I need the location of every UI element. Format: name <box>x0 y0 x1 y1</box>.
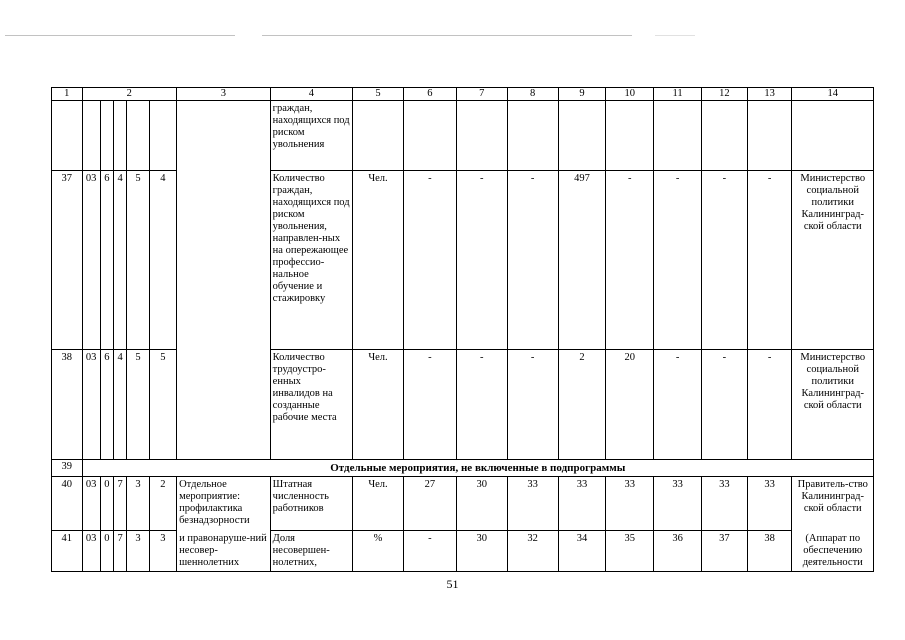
code-cell: 0 <box>100 531 113 572</box>
row-number-cell: 38 <box>52 350 83 460</box>
header-cell: 2 <box>82 88 177 101</box>
code-cell: 03 <box>82 350 100 460</box>
header-cell: 4 <box>270 88 352 101</box>
indicators-table <box>51 87 874 572</box>
responsible-cell: Правитель-ство Калининград-ской области <box>792 477 874 531</box>
table-row <box>52 350 874 460</box>
value-cell: 37 <box>701 531 747 572</box>
code-cell: 2 <box>149 477 176 531</box>
value-cell <box>701 101 747 171</box>
header-cell: 7 <box>456 88 507 101</box>
table-row <box>52 171 874 350</box>
value-cell: - <box>507 350 558 460</box>
responsible-cell: (Аппарат по обеспечению деятельности <box>792 531 874 572</box>
code-cell <box>114 101 127 171</box>
code-cell: 03 <box>82 531 100 572</box>
value-cell: 20 <box>606 350 654 460</box>
value-cell: - <box>654 350 702 460</box>
value-cell <box>747 101 792 171</box>
value-cell: 38 <box>747 531 792 572</box>
value-cell: 33 <box>606 477 654 531</box>
table-row <box>52 531 874 572</box>
value-cell: - <box>403 531 456 572</box>
code-cell: 7 <box>114 531 127 572</box>
value-cell: 33 <box>654 477 702 531</box>
row-number-cell: 39 <box>52 460 83 477</box>
value-cell <box>403 101 456 171</box>
value-cell: 33 <box>507 477 558 531</box>
code-cell: 6 <box>100 171 113 350</box>
code-cell <box>100 101 113 171</box>
table-row <box>52 101 874 171</box>
value-cell: - <box>507 171 558 350</box>
value-cell: - <box>701 171 747 350</box>
header-cell: 5 <box>353 88 404 101</box>
value-cell: 32 <box>507 531 558 572</box>
code-cell: 3 <box>127 477 149 531</box>
responsible-cell <box>792 101 874 171</box>
value-cell <box>558 101 606 171</box>
code-cell <box>127 101 149 171</box>
header-cell: 13 <box>747 88 792 101</box>
measure-cell: Отдельное мероприятие: профилактика безнадзорности <box>177 477 271 531</box>
code-cell: 5 <box>127 350 149 460</box>
scan-artifact-line <box>5 35 235 36</box>
header-cell: 1 <box>52 88 83 101</box>
code-cell: 3 <box>127 531 149 572</box>
measure-cell: и правонаруше-ний несовер-шеннолетних <box>177 531 271 572</box>
code-cell: 3 <box>149 531 176 572</box>
value-cell: 30 <box>456 477 507 531</box>
value-cell: 2 <box>558 350 606 460</box>
unit-cell: % <box>353 531 404 572</box>
value-cell: - <box>701 350 747 460</box>
value-cell: - <box>403 350 456 460</box>
value-cell: - <box>747 171 792 350</box>
unit-cell <box>353 101 404 171</box>
code-cell <box>82 101 100 171</box>
value-cell: - <box>747 350 792 460</box>
header-cell: 11 <box>654 88 702 101</box>
row-number-cell: 40 <box>52 477 83 531</box>
header-cell: 3 <box>177 88 271 101</box>
code-cell: 0 <box>100 477 113 531</box>
page-number: 51 <box>446 577 459 591</box>
measure-cell <box>177 101 271 460</box>
section-row <box>52 460 874 477</box>
value-cell: 33 <box>558 477 606 531</box>
value-cell: 497 <box>558 171 606 350</box>
unit-cell: Чел. <box>353 350 404 460</box>
section-title: Отдельные мероприятия, не включенные в подпрограммы <box>82 460 873 477</box>
code-cell: 4 <box>114 171 127 350</box>
header-cell: 12 <box>701 88 747 101</box>
header-row <box>52 88 874 101</box>
value-cell <box>456 101 507 171</box>
value-cell: - <box>606 171 654 350</box>
table-row <box>52 477 874 531</box>
scan-artifact-line <box>655 35 695 36</box>
code-cell: 5 <box>127 171 149 350</box>
value-cell: 34 <box>558 531 606 572</box>
value-cell <box>606 101 654 171</box>
header-cell: 10 <box>606 88 654 101</box>
value-cell: - <box>456 171 507 350</box>
value-cell: - <box>403 171 456 350</box>
indicator-text: Количество граждан, находящихся под риском увольнения, направлен-ных на опережающее профессио-нальное обучение и стажировку <box>270 171 352 350</box>
indicator-text: Количество трудоустро-енных инвалидов на созданные рабочие места <box>270 350 352 460</box>
scan-artifact-line <box>262 35 632 36</box>
value-cell: 27 <box>403 477 456 531</box>
row-number-cell: 37 <box>52 171 83 350</box>
unit-cell: Чел. <box>353 171 404 350</box>
row-number-cell <box>52 101 83 171</box>
unit-cell: Чел. <box>353 477 404 531</box>
header-cell: 6 <box>403 88 456 101</box>
code-cell: 5 <box>149 350 176 460</box>
header-cell: 14 <box>792 88 874 101</box>
value-cell: 35 <box>606 531 654 572</box>
value-cell: 36 <box>654 531 702 572</box>
row-number-cell: 41 <box>52 531 83 572</box>
code-cell <box>149 101 176 171</box>
responsible-cell: Министерство социальной политики Калининград-ской области <box>792 171 874 350</box>
code-cell: 4 <box>114 350 127 460</box>
responsible-cell: Министерство социальной политики Калининград-ской области <box>792 350 874 460</box>
indicator-text: Штатная численность работников <box>270 477 352 531</box>
indicator-text: граждан, находящихся под риском увольнения <box>270 101 352 171</box>
value-cell <box>654 101 702 171</box>
value-cell: 30 <box>456 531 507 572</box>
code-cell: 7 <box>114 477 127 531</box>
value-cell: - <box>654 171 702 350</box>
header-cell: 8 <box>507 88 558 101</box>
code-cell: 4 <box>149 171 176 350</box>
value-cell: 33 <box>747 477 792 531</box>
code-cell: 03 <box>82 171 100 350</box>
indicator-text: Доля несовершен-нолетних, <box>270 531 352 572</box>
value-cell: - <box>456 350 507 460</box>
header-cell: 9 <box>558 88 606 101</box>
code-cell: 03 <box>82 477 100 531</box>
code-cell: 6 <box>100 350 113 460</box>
value-cell: 33 <box>701 477 747 531</box>
value-cell <box>507 101 558 171</box>
